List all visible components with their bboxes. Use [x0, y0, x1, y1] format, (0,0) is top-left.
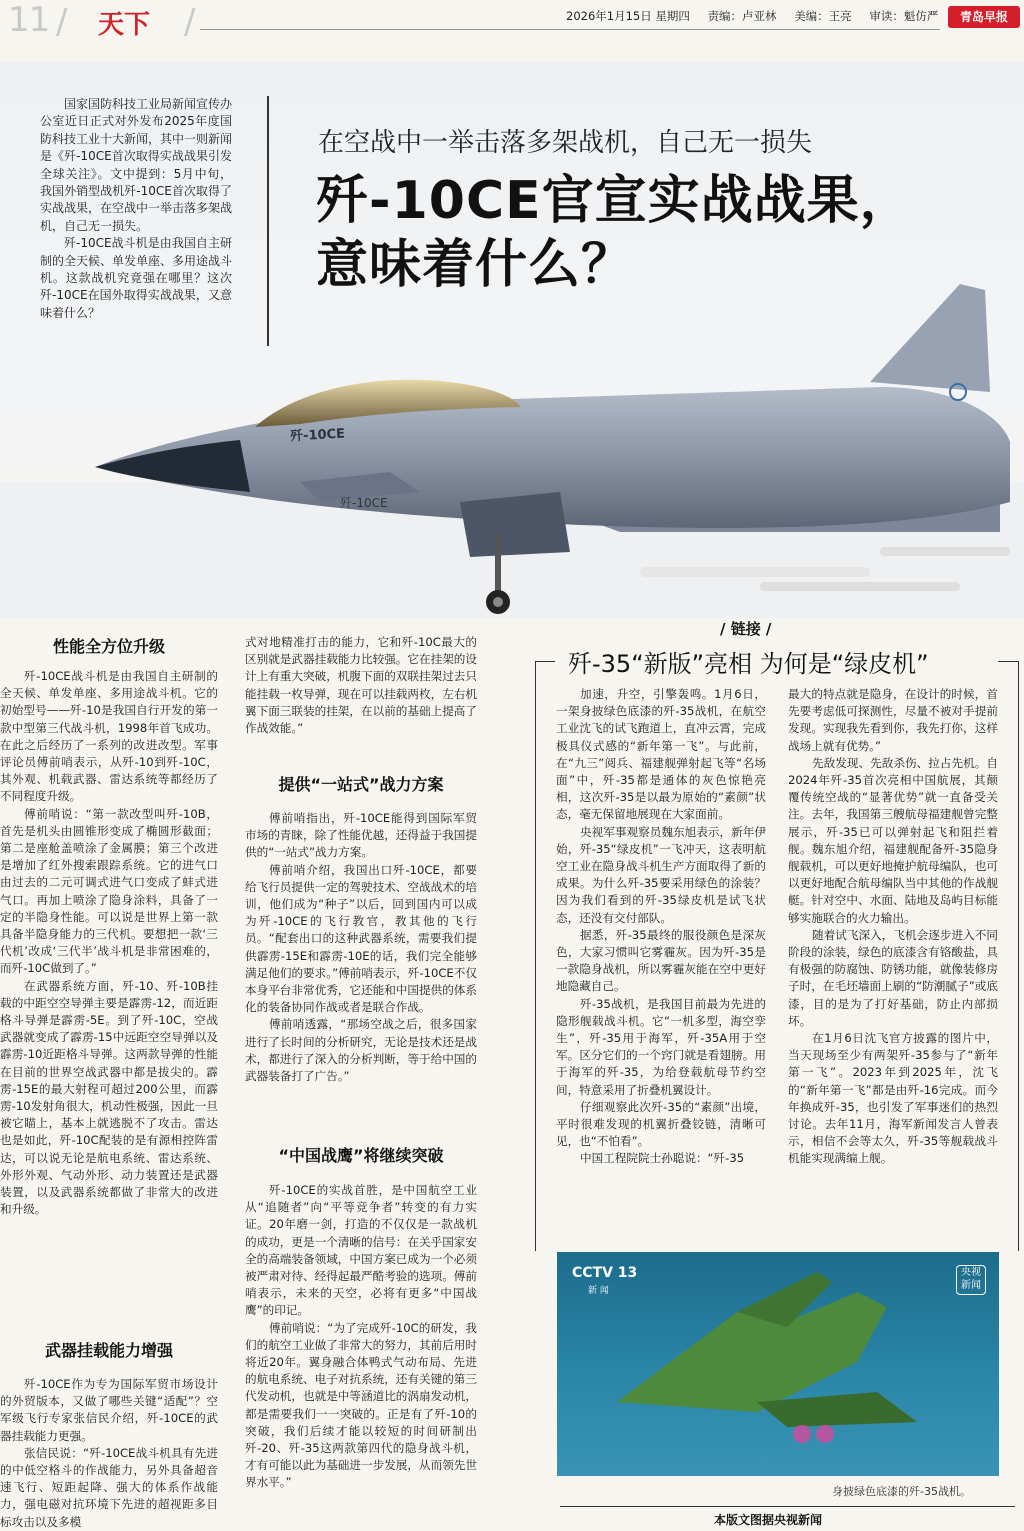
proofreader: 审读：魁仿严: [869, 9, 939, 23]
lead-paragraph: 国家国防科技工业局新闻宣传办公室近日正式对外发布2025年度国防科技工业十大新闻，其中一则新闻是《歼-10CE首次取得实战战果引发全球关注》。文中提到：5月中旬，我国外销型战机歼-10CE首次取得了实战战果，在空战中一举击落多架战机，自己无一损失。: [40, 97, 233, 233]
header-rule: [200, 29, 940, 30]
article-column-1: [0, 668, 218, 1219]
issue-date: 2026年1月15日 星期四: [566, 9, 690, 23]
box-border: [535, 661, 536, 1251]
subheading-weapons: 武器挂载能力增强: [44, 1341, 173, 1360]
sidebar-title: 歼-35“新版”亮相 为何是“绿皮机”: [560, 644, 937, 679]
page-number: 11: [8, 0, 50, 40]
j35-photo: [557, 1252, 999, 1476]
cctv-logo-sub: 新 闻: [588, 1286, 609, 1296]
article-column-2-bottom: [245, 1182, 477, 1492]
paragraph: 傅前哨介绍，我国出口歼-10CE，都要给飞行员提供一定的驾驶技术、空战战术的培训，他们成为“种子”以后，回到国内可以成为歼-10CE的飞行教官，教其他的飞行员。“配套出口的这种武器系统，需要我们提供霹雳-15E和霹雳-10E的话，我们完全能够满足他们的要求。”傅前哨表示，歼-10CE不仅本身平台非常优秀，它还能和中国提供的体系化的装备协同作战或者是联合作战。: [245, 862, 477, 1015]
lead-divider: [267, 96, 269, 346]
subheading-performance: 性能全方位升级: [52, 637, 165, 656]
paragraph: 张信民说：“歼-10CE战斗机具有先进的中低空格斗的作战能力，另外具备超音速飞行、短距起降、强大的体系作战能力，强电磁对抗环境下先进的超视距多目标攻击以及多模: [0, 1445, 218, 1529]
paragraph: 歼-35战机，是我国目前最为先进的隐形舰载战斗机。它“一机多型，海空孪生”，歼-35用于海军，歼-35A用于空军。区分它们的一个窍门就是看翅膀。用于海军的歼-35，为给登载航母节约空间，特意采用了折叠机翼设计。: [556, 996, 766, 1097]
paragraph: 随着试飞深入，飞机会逐步进入不同阶段的涂装，绿色的底漆含有铬酸盐，具有极强的防腐蚀、防锈功能，就像装修房子时，在毛坯墙面上刷的“防潮腻子”或底漆，目的是为了打好基础，防止内部损坏。: [788, 927, 998, 1028]
credit-rule: [560, 1506, 1015, 1507]
paragraph: 加速，升空，引擎轰鸣。1月6日，一架身披绿色底漆的歼-35战机，在航空工业沈飞的试飞跑道上，直冲云霄，完成极具仪式感的“新年第一飞”。与此前，在“九三”阅兵、福建舰弹射起飞等“名场面”中，歼-35都是通体的灰色惊艳亮相，这次歼-35是以最为原始的“素颜”状态，毫无保留地展现在大家面前。: [556, 687, 766, 822]
section-name: 天下: [98, 10, 151, 40]
cctv-logo: CCTV 13: [572, 1265, 638, 1281]
paragraph: 式对地精准打击的能力，它和歼-10C最大的区别就是武器挂载能力比较强。它在挂架的设计上有重大突破，机腹下面的双联挂架过去只能挂载一枚导弹，现在可以挂载两枚，左右机翼下面三联装的挂架，在以前的基础上提高了作战效能。”: [245, 635, 477, 736]
paragraph: 在武器系统方面，歼-10、歼-10B挂载的中距空空导弹主要是霹雳-12，而近距格斗导弹是霹雳-5E。到了歼-10C，空战武器就变成了霹雳-15中远距空空导弹以及霹雳-10近距格斗导弹。这两款导弹的性能在目前的世界空战武器中都是拔尖的。霹雳-15E的最大射程可超过200公里，而霹雳-10发射角很大，机动性极强，因此一旦被它瞄上，基本上就逃脱不了攻击。雷达也是如此，歼-10C配装的是有源相控阵雷达，可以说无论是航电系统、雷达系统、外形外观、气动外形、动力装置还是武器装置，以及武器系统都做了非常大的改进和升级。: [0, 978, 218, 1217]
subheading-china-eagle: “中国战鹰”将继续突破: [278, 1146, 444, 1165]
j35-jet-illustration: [557, 1252, 999, 1476]
editor: 责编：卢亚林: [707, 9, 777, 23]
j35-photo-caption: 身披绿色底漆的歼-35战机。: [832, 1485, 971, 1498]
box-border: [998, 661, 1019, 662]
paragraph: 最大的特点就是隐身，在设计的时候，首先要考虑低可探测性，尽量不被对手提前发现。实现我先看到你，我先打你，这样战场上就有优势。”: [788, 687, 998, 753]
cctv-news-badge: 央视新闻: [956, 1265, 986, 1295]
article-column-2: [245, 634, 477, 737]
subheading-one-stop: 提供“一站式”战力方案: [278, 775, 444, 794]
paragraph: 中国工程院院士孙聪说：“歼-35: [580, 1151, 745, 1166]
sidebar-tag: / 链接 /: [720, 620, 772, 638]
header-divider: /: [56, 2, 68, 42]
newspaper-logo: 青岛早报: [948, 6, 1020, 28]
headline-line-1: 歼-10CE官宣实战战果，: [316, 171, 913, 231]
paragraph: 歼-10CE战斗机是由我国自主研制的全天候、单发单座、多用途战斗机。它的初始型号——歼-10是我国自行开发的第一款中型第三代战斗机，1998年首飞成功。在此之后经历了一系列的改进改型。军事评论员傅前哨表示，从歼-10到歼-10C，其外观、机载武器、雷达系统等都经历了不同程度升级。: [0, 669, 218, 804]
header-meta: [566, 8, 952, 24]
headline-line-2: 意味着什么？: [316, 235, 635, 295]
paragraph: 傅前哨说：“为了完成歼-10C的研发，我们的航空工业做了非常大的努力，其前后用时将近20年。翼身融合体鸭式气动布局、先进的航电系统、电子对抗系统，还有关键的第三代发动机，也就是中等涵道比的涡扇发动机，都是需要我们一一突破的。正是有了歼-10的突破，我们后续才能以较短的时间研制出歼-20、歼-35这两款第四代的隐身战斗机，才有可能以此为基础进一步发展，从而领先世界水平。”: [245, 1320, 477, 1490]
article-column-1-bottom: [0, 1376, 218, 1531]
paragraph: 傅前哨说：“第一款改型叫歼-10B，首先是机头由圆锥形变成了椭圆形截面；第二是座舱盖喷涂了金属膜；第三个改进是增加了红外搜索跟踪系统。它的进气口由过去的二元可调式进气口变成了蚌式进气口。再加上喷涂了隐身涂料，具备了一定的半隐身性能。可以说是世界上第一款具备半隐身能力的三代机。要想把一款‘三代机’改成‘三代半’战斗机是非常困难的，而歼-10C做到了。”: [0, 806, 218, 976]
lead-paragraph: 歼-10CE战斗机是由我国自主研制的全天候、单发单座、多用途战斗机。这款战机究竟强在哪里？这次歼-10CE在国外取得实战战果，又意味着什么？: [40, 236, 233, 320]
designer: 美编：王亮: [794, 9, 852, 23]
paragraph: 据悉，歼-35最终的服役颜色是深灰色，大家习惯叫它雾霾灰。因为歼-35是一款隐身战机，所以雾霾灰能在空中更好地隐藏自己。: [556, 927, 766, 994]
paragraph: 仔细观察此次歼-35的“素颜”出境，平时很难发现的机翼折叠铰链，清晰可见，也“不怕看”。: [556, 1099, 766, 1149]
paragraph: 歼-10CE的实战首胜，是中国航空工业从“追随者”向“平等竞争者”转变的有力实证。20年磨一剑，打造的不仅仅是一款战机的成功，更是一个清晰的信号：在关乎国家安全的高端装备领域，中国方案已成为一个必须被严肃对待、经得起最严酷考验的选项。傅前哨表示，未来的天空，必将有更多“中国战鹰”的印记。: [245, 1183, 477, 1318]
paragraph: 歼-10CE作为专为国际军贸市场设计的外贸版本，又做了哪些关键“适配”？空军级飞行专家张信民介绍，歼-10CE的武器挂载能力更强。: [0, 1377, 218, 1443]
paragraph: 傅前哨透露，“那场空战之后，很多国家进行了长时间的分析研究，无论是技术还是战术，都进行了深入的分析判断，等于给中国的武器装备打了广告。”: [245, 1017, 477, 1084]
headline-subtitle: 在空战中一举击落多架战机，自己无一损失: [318, 128, 813, 158]
box-border: [535, 661, 555, 662]
paragraph: 先敌发现、先敌杀伤、拉占先机。自2024年歼-35首次亮相中国航展，其颠覆传统空战的“显著优势”就一直备受关注。去年，我国第三艘航母福建舰曾完整展示，歼-35已可以弹射起飞和阻拦着舰。魏东旭介绍，福建舰配备歼-35隐身舰载机，可以更好地掩护航母编队，也可以更好地配合航母编队当中其他的作战舰艇。针对空中、水面、陆地及岛屿目标能够实施联合的火力输出。: [788, 755, 998, 925]
box-border: [1018, 661, 1019, 1251]
article-column-2-middle: [245, 810, 477, 1085]
paragraph: 央视军事观察员魏东旭表示，新年伊始，歼-35“绿皮机”一飞冲天，这表明航空工业在隐身战斗机生产方面取得了新的成果。为什么歼-35要采用绿色的涂装？因为我们看到的歼-35绿皮机是试飞状态，还没有交付部队。: [556, 824, 766, 925]
sidebar-column-right: [788, 686, 998, 1168]
sidebar-column-left: [556, 686, 766, 1168]
hero-photo-caption: 歼-10CE: [340, 496, 388, 510]
jet-marking: 歼-10CE: [289, 426, 346, 445]
paragraph: 在1月6日沈飞官方披露的图片中，当天现场至少有两架歼-35参与了“新年第一飞”。2023年到2025年，沈飞的“新年第一飞”都是由歼-16完成。而今年换成歼-35，也引发了军事迷们的热烈讨论。去年11月，海军新闻发言人曾表示，相信不会等太久，歼-35等舰载战斗机能实现满编上舰。: [788, 1031, 998, 1166]
lead-intro: [40, 96, 232, 322]
photo-credit: 本版文图据央视新闻: [714, 1513, 823, 1527]
header-divider: /: [184, 2, 196, 42]
paragraph: 傅前哨指出，歼-10CE能得到国际军贸市场的青睐，除了性能优越，还得益于我国提供的“一站式”战力方案。: [245, 811, 477, 860]
